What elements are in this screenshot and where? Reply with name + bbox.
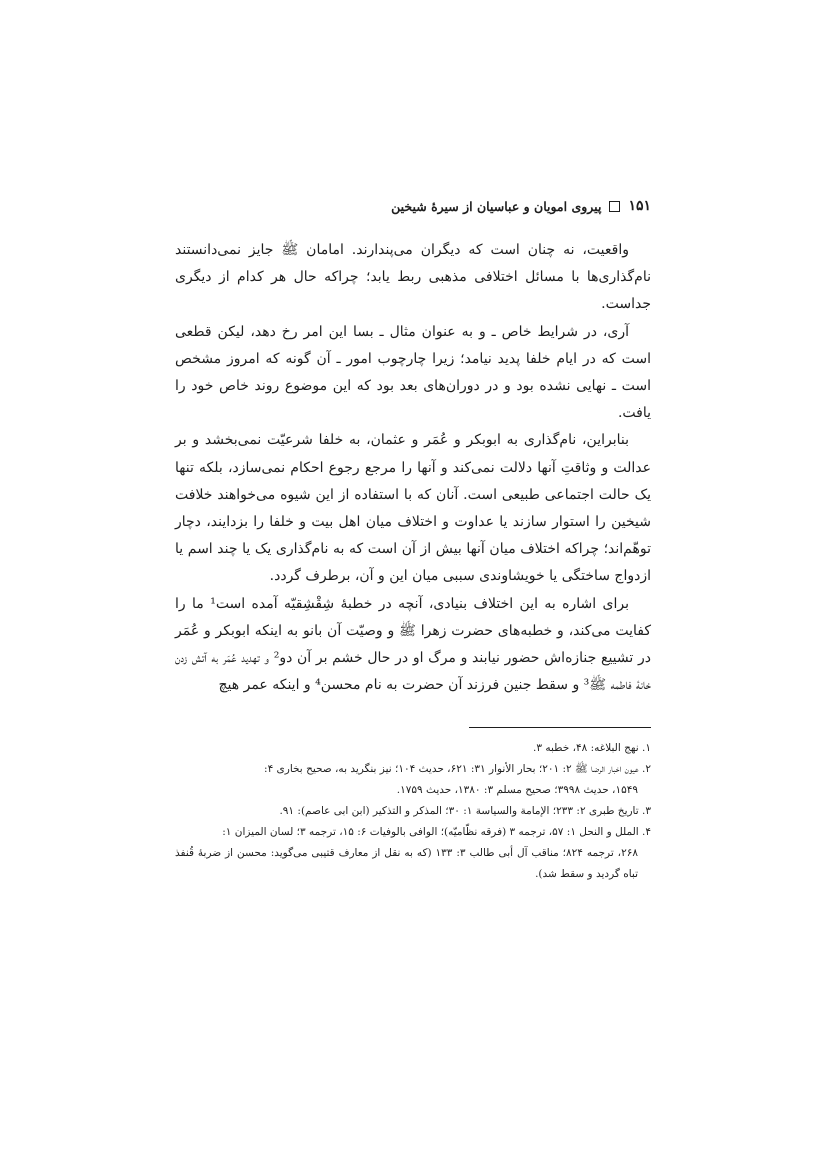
running-header	[175, 195, 651, 217]
paragraph: آری، در شرایط خاص ـ و به عنوان مثال ـ بسا این امر رخ دهد، لیکن قطعی است که در ایام خلفا پدید نیامد؛ زیرا چارچوب امور ـ آن گونه که امروز مشخص است ـ نهایی نشده بود و در دوران‌های بعد بود که این موضوع روند خاص خود را یافت.	[175, 323, 651, 422]
page-number: ۱۵۱	[628, 198, 651, 214]
document-page	[175, 195, 651, 885]
footnotes	[175, 738, 651, 885]
footnote-item	[175, 822, 651, 885]
body-text	[175, 237, 651, 699]
footnote-continuation: ۱۵۴۹، حدیث ۳۹۹۸؛ صحیح مسلم ۳: ۱۳۸۰، حدیث ۱۷۵۹.	[396, 784, 638, 797]
paragraph: بنابراین، نام‌گذاری به ابوبکر و عُمَر و عثمان، به خلفا شرعیّت نمی‌بخشد و بر عدالت و وثاقتِ آنها دلالت نمی‌کند و آنها را مرجع رجوع احکام نمی‌سازد، بلکه تنها یک حالت اجتماعی طبیعی است. آنان که با استفاده از این شیوه می‌خواهند خلافت شیخین را استوار سازند یا عداوت و اختلاف میان اهل بیت و خلفا را بزدایند، دچار توهّم‌اند؛ چراکه اختلاف میان آنها بیش از آن است که به نام‌گذاری یک یا چند اسم یا ازدواج ساختگی یا خویشاوندی سببی میان این و آن، برطرف گردد.	[175, 432, 651, 585]
paragraph: واقعیت، نه چنان است که دیگران می‌پندارند. امامان ﷺ جایز نمی‌دانستند نام‌گذاری‌ها با مسائل اختلافی مذهبی ربط یابد؛ چراکه حال هر کدام از دیگری جداست.	[175, 242, 651, 313]
footnote-divider	[469, 727, 651, 728]
footnote-continuation: ۲۶۸، ترجمه ۸۲۴؛ مناقب آل أبی طالب ۳: ۱۳۳ (که به نقل از معارف قتیبی می‌گوید: محسن از ضربهٔ قُنفذ تباه گردید و سقط شد).	[175, 847, 638, 881]
footnote-text: ۴. الملل و النحل ۱: ۵۷، ترجمه ۳ (فرقه نظّامیّه)؛ الوافی بالوفیات ۶: ۱۵، ترجمه ۳؛ لسان المیزان ۱:	[222, 826, 651, 839]
footnote-item	[175, 801, 651, 822]
footnote-item	[175, 738, 651, 759]
footnote-text: ۳. تاریخ طبری ۲: ۲۳۳؛ الإمامة والسیاسة ۱: ۳۰؛ المذکر و التذکیر (ابن ابی عاصم): ۹۱.	[279, 805, 651, 818]
running-title: پیروی امویان و عباسیان از سیرهٔ شیخین	[391, 198, 602, 214]
paragraph: برای اشاره به این اختلاف بنیادی، آنچه در خطبهٔ شِقْشِقیّه آمده است¹ ما را کفایت می‌کند، و خطبه‌های حضرت زهرا ﷺ و وصیّت آن بانو به اینکه ابوبکر و عُمَر در تشییع جنازه‌اش حضور نیابند و مرگ او در حال خشم بر آن دو² و تهدید عُمَر به آتش زدن خانهٔ فاطمه ﷺ³ و سقط جنین فرزند آن حضرت به نام محسن⁴ و اینکه عمر هیچ	[175, 595, 651, 694]
header-square-icon	[609, 201, 620, 212]
footnote-text: ۱. نهج البلاغه: ۴۸، خطبه ۳.	[533, 742, 651, 755]
footnote-text: ۲. عیون اخبار الرضا ﷺ ۲: ۲۰۱؛ بحار الأنوار ۳۱: ۶۲۱، حدیث ۱۰۴؛ نیز بنگرید به، صحیح بخاری ۴:	[264, 763, 651, 776]
footnote-item	[175, 759, 651, 801]
